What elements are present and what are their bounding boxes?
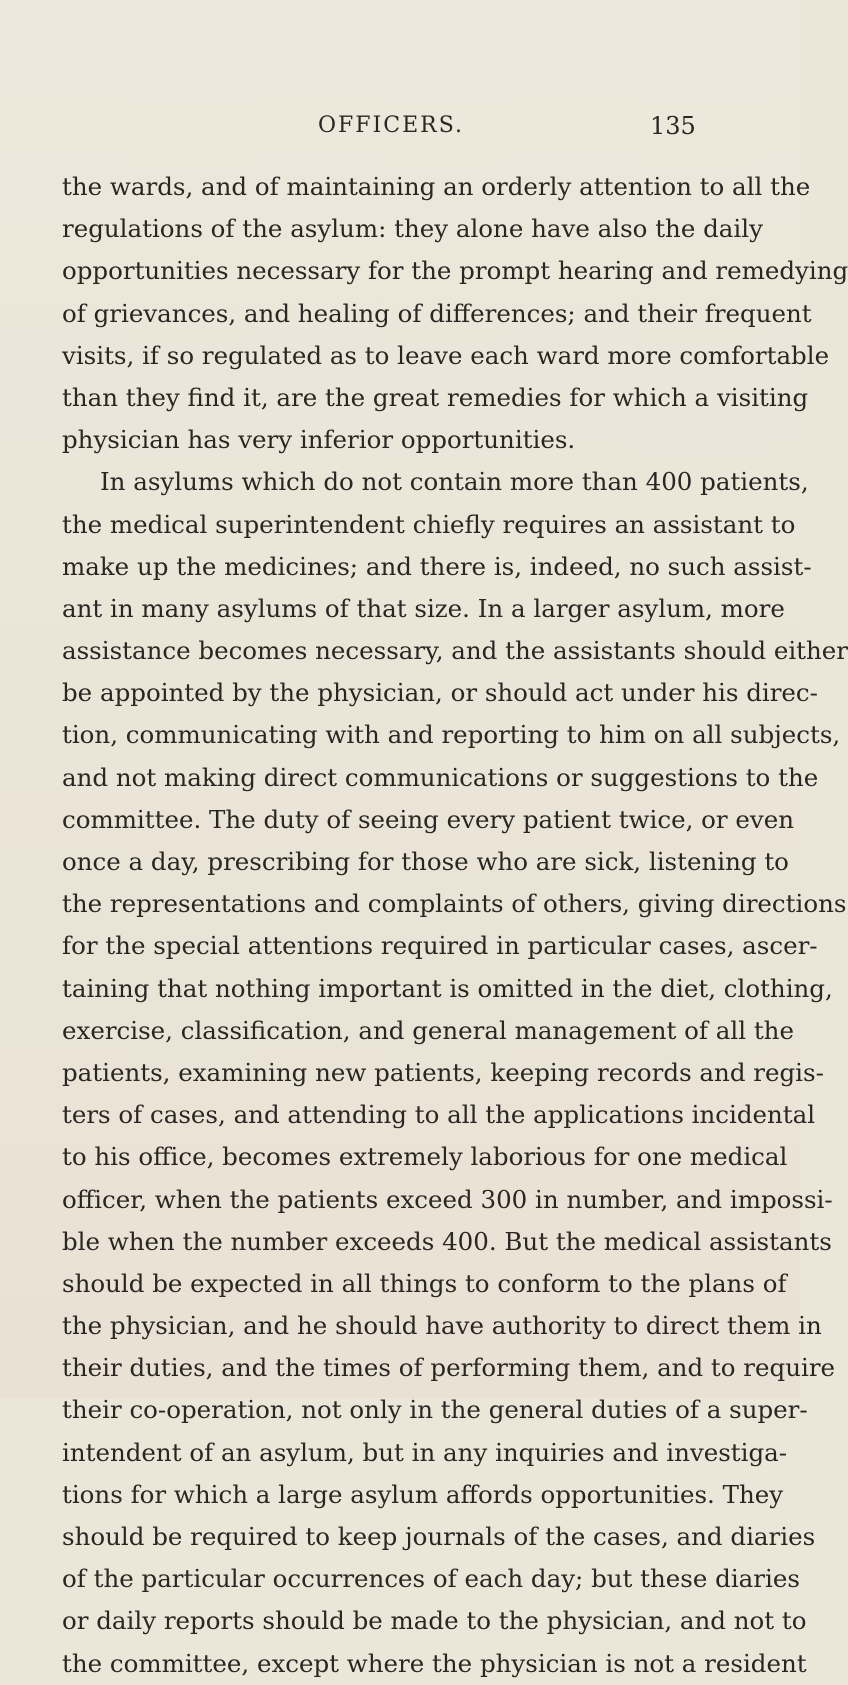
running-title: OFFICERS. [318, 113, 464, 138]
text-line: taining that nothing important is omitted in the diet, clothing, [62, 973, 833, 1003]
text-line: ant in many asylums of that size. In a larger asylum, more [62, 593, 785, 623]
text-line: the medical superintendent chiefly requires an assistant to [62, 509, 796, 539]
text-line: committee. The duty of seeing every patient twice, or even [62, 804, 795, 834]
text-line: tion, communicating with and reporting to him on all subjects, [62, 720, 841, 750]
text-line: officer, when the patients exceed 300 in number, and impossi- [62, 1184, 833, 1214]
text-line: to his office, becomes extremely laborious for one medical [62, 1142, 788, 1172]
text-line: opportunities necessary for the prompt hearing and remedying [62, 256, 848, 286]
text-line: ters of cases, and attending to all the applications incidental [62, 1100, 816, 1130]
text-line: of the particular occurrences of each day; but these diaries [62, 1564, 800, 1594]
text-line: exercise, classification, and general management of all the [62, 1015, 794, 1045]
text-line: be appointed by the physician, or should act under his direc- [62, 678, 818, 708]
text-line: physician has very inferior opportunities. [62, 425, 576, 455]
text-line: should be required to keep journals of the cases, and diaries [62, 1522, 816, 1551]
text-line: of grievances, and healing of differences; and their frequent [62, 298, 812, 328]
text-line: visits, if so regulated as to leave each ward more comfortable [62, 340, 830, 370]
text-line: the committee, except where the physician is not a resident [62, 1648, 807, 1678]
paragraph-start-line: In asylums which do not contain more than 400 patients, [100, 467, 809, 497]
text-line: should be expected in all things to conform to the plans of [62, 1268, 787, 1298]
page-number: 135 [650, 112, 696, 140]
body-text [62, 166, 848, 1685]
text-line: assistance becomes necessary, and the assistants should either [62, 636, 848, 666]
text-line: once a day, prescribing for those who are sick, listening to [62, 847, 789, 876]
text-line: their duties, and the times of performing them, and to require [62, 1353, 836, 1383]
text-line: than they find it, are the great remedies for which a visiting [62, 382, 809, 412]
text-line: intendent of an asylum, but in any inquiries and investiga- [62, 1437, 788, 1467]
text-line: regulations of the asylum: they alone have also the daily [62, 214, 763, 244]
running-head [0, 106, 800, 146]
text-line: tions for which a large asylum affords opportunities. They [62, 1479, 784, 1509]
text-line: the physician, and he should have authority to direct them in [62, 1311, 822, 1341]
text-line: for the special attentions required in particular cases, ascer- [62, 931, 818, 961]
text-line: the wards, and of maintaining an orderly attention to all the [62, 172, 811, 201]
text-line: or daily reports should be made to the physician, and not to [62, 1606, 807, 1636]
text-line: and not making direct communications or suggestions to the [62, 762, 819, 792]
text-line: the representations and complaints of others, giving directions [62, 889, 847, 919]
text-line: patients, examining new patients, keeping records and regis- [62, 1057, 824, 1087]
text-line: ble when the number exceeds 400. But the medical assistants [62, 1226, 832, 1256]
text-line: make up the medicines; and there is, indeed, no such assist- [62, 551, 812, 581]
text-line: their co-operation, not only in the general duties of a super- [62, 1395, 808, 1425]
